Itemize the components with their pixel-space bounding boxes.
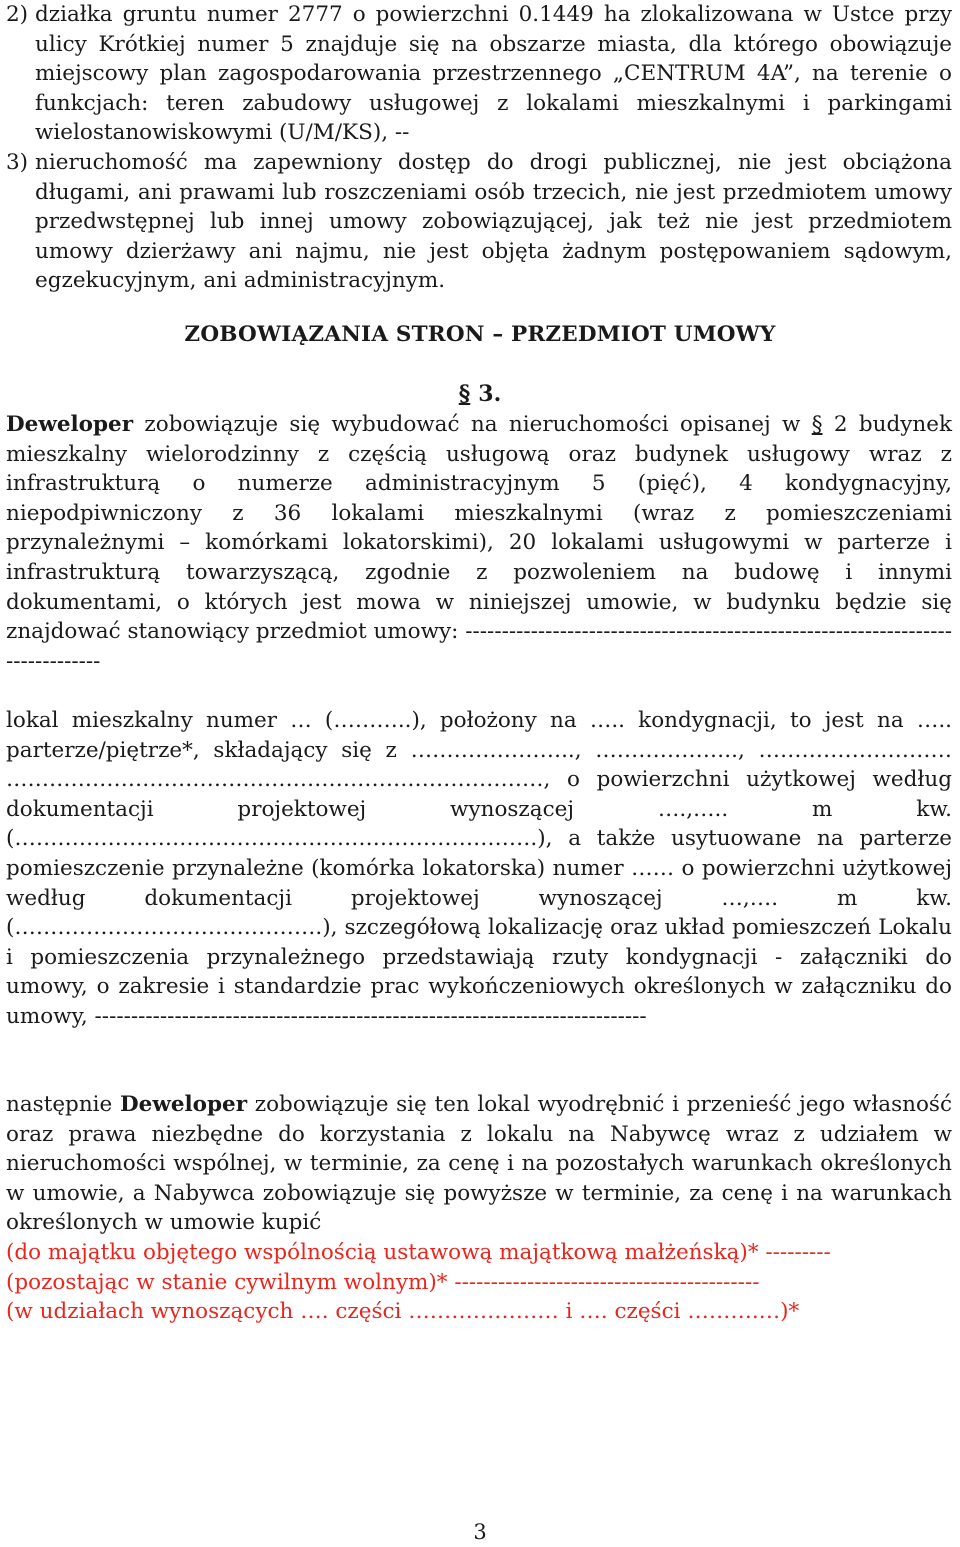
- paragraph: [6, 1090, 952, 1327]
- list-item-number: 2): [6, 2, 29, 27]
- section-heading: ZOBOWIĄZANIA STRON – PRZEDMIOT UMOWY: [184, 322, 776, 347]
- section-symbol: §: [458, 381, 471, 407]
- paragraph-text: następnie: [6, 1092, 120, 1117]
- optional-clause: (pozostając w stanie cywilnym wolnym)* ------------------------------------------: [6, 1269, 760, 1295]
- section-reference-symbol: §: [811, 412, 823, 437]
- paragraph-text: lokal mieszkalny numer … (………..), położony na ….. kondygnacji, to jest na ….. parterze/piętrze*, składający się z ………………….., ……………….., ……………………… …………………………………………………………………, o powierzchni użytkowej według dokumentacji projektowej wynoszącej ….,….. m kw. (……………………………………………………………….), a także usytuowane na parterze pomieszczenie przynależne (komórka lokatorska) numer …… o powierzchni użytkowej według dokumentacji projektowej wynoszącej …,…. m kw. (…………………………………….), szczegółową lokalizację oraz układ pomieszczeń Lokalu i pomieszczenia przynależnego przedstawiają rzuty kondygnacji - załączniki do umowy, o zakresie i standardzie prac wykończeniowych określonych w załączniku do umowy, ----------------------------------------------------------------------------: [6, 708, 952, 1029]
- party-name: Deweloper: [120, 1092, 248, 1117]
- optional-clause: (w udziałach wynoszących …. części ………………… i …. części ……….…)*: [6, 1299, 800, 1325]
- section-number: [0, 381, 960, 407]
- section-number-value: 3.: [478, 381, 502, 407]
- list-item-text: nieruchomość ma zapewniony dostęp do drogi publicznej, nie jest obciążona długami, ani prawami lub roszczeniami osób trzecich, nie jest przedmiotem umowy przedwstępnej lub innej umowy zobowiązującej, jak też nie jest przedmiotem umowy dzierżawy ani najmu, nie jest objęta żadnym postępowaniem sądowym, egzekucyjnym, ani administracyjnym.: [35, 150, 952, 294]
- list-item-text: działka gruntu numer 2777 o powierzchni 0.1449 ha zlokalizowana w Ustce przy ulicy Krótkiej numer 5 znajduje się na obszarze miasta, dla którego obowiązuje miejscowy plan zagospodarowania przestrzennego „CENTRUM 4A”, na terenie o funkcjach: teren zabudowy usługowej z lokalami mieszkalnymi i parkingami wielostanowiskowymi (U/M/KS), --: [35, 2, 952, 146]
- paragraph-text: zobowiązuje się wybudować na nieruchomości opisanej w: [133, 412, 812, 437]
- paragraph-text: zobowiązuje się ten lokal wyodrębnić i przenieść jego własność oraz prawa niezbędne do korzystania z lokalu na Nabywcę wraz z udziałem w nieruchomości wspólnej, w terminie, za cenę i na pozostałych warunkach określonych w umowie, a Nabywca zobowiązuje się powyższe w terminie, za cenę i na warunkach określonych w umowie kupić: [6, 1092, 953, 1236]
- party-name: Deweloper: [6, 412, 134, 437]
- paragraph: [6, 410, 952, 676]
- list-item: [6, 0, 952, 148]
- list-item: [6, 148, 952, 296]
- optional-clause: (do majątku objętego wspólnością ustawową majątkową małżeńską)* ---------: [6, 1239, 831, 1265]
- paragraph-text: 2 budynek mieszkalny wielorodzinny z częścią usługową oraz budynek usługowy wraz z infrastrukturą o numerze administracyjnym 5 (pięć), 4 kondygnacyjny, niepodpiwniczony z 36 lokalami mieszkalnymi (wraz z pomieszczeniami przynależnymi – komórkami lokatorskimi), 20 lokalami usługowymi w parterze i infrastrukturą towarzyszącą, zgodnie z pozwoleniem na budowę i innymi dokumentami, o których jest mowa w niniejszej umowie, w budynku będzie się znajdować stanowiący przedmiot umowy: --------------------------------------------------------------------------------: [6, 412, 952, 674]
- paragraph: [6, 706, 952, 1032]
- page-number: 3: [473, 1520, 487, 1544]
- list-item-number: 3): [6, 150, 29, 175]
